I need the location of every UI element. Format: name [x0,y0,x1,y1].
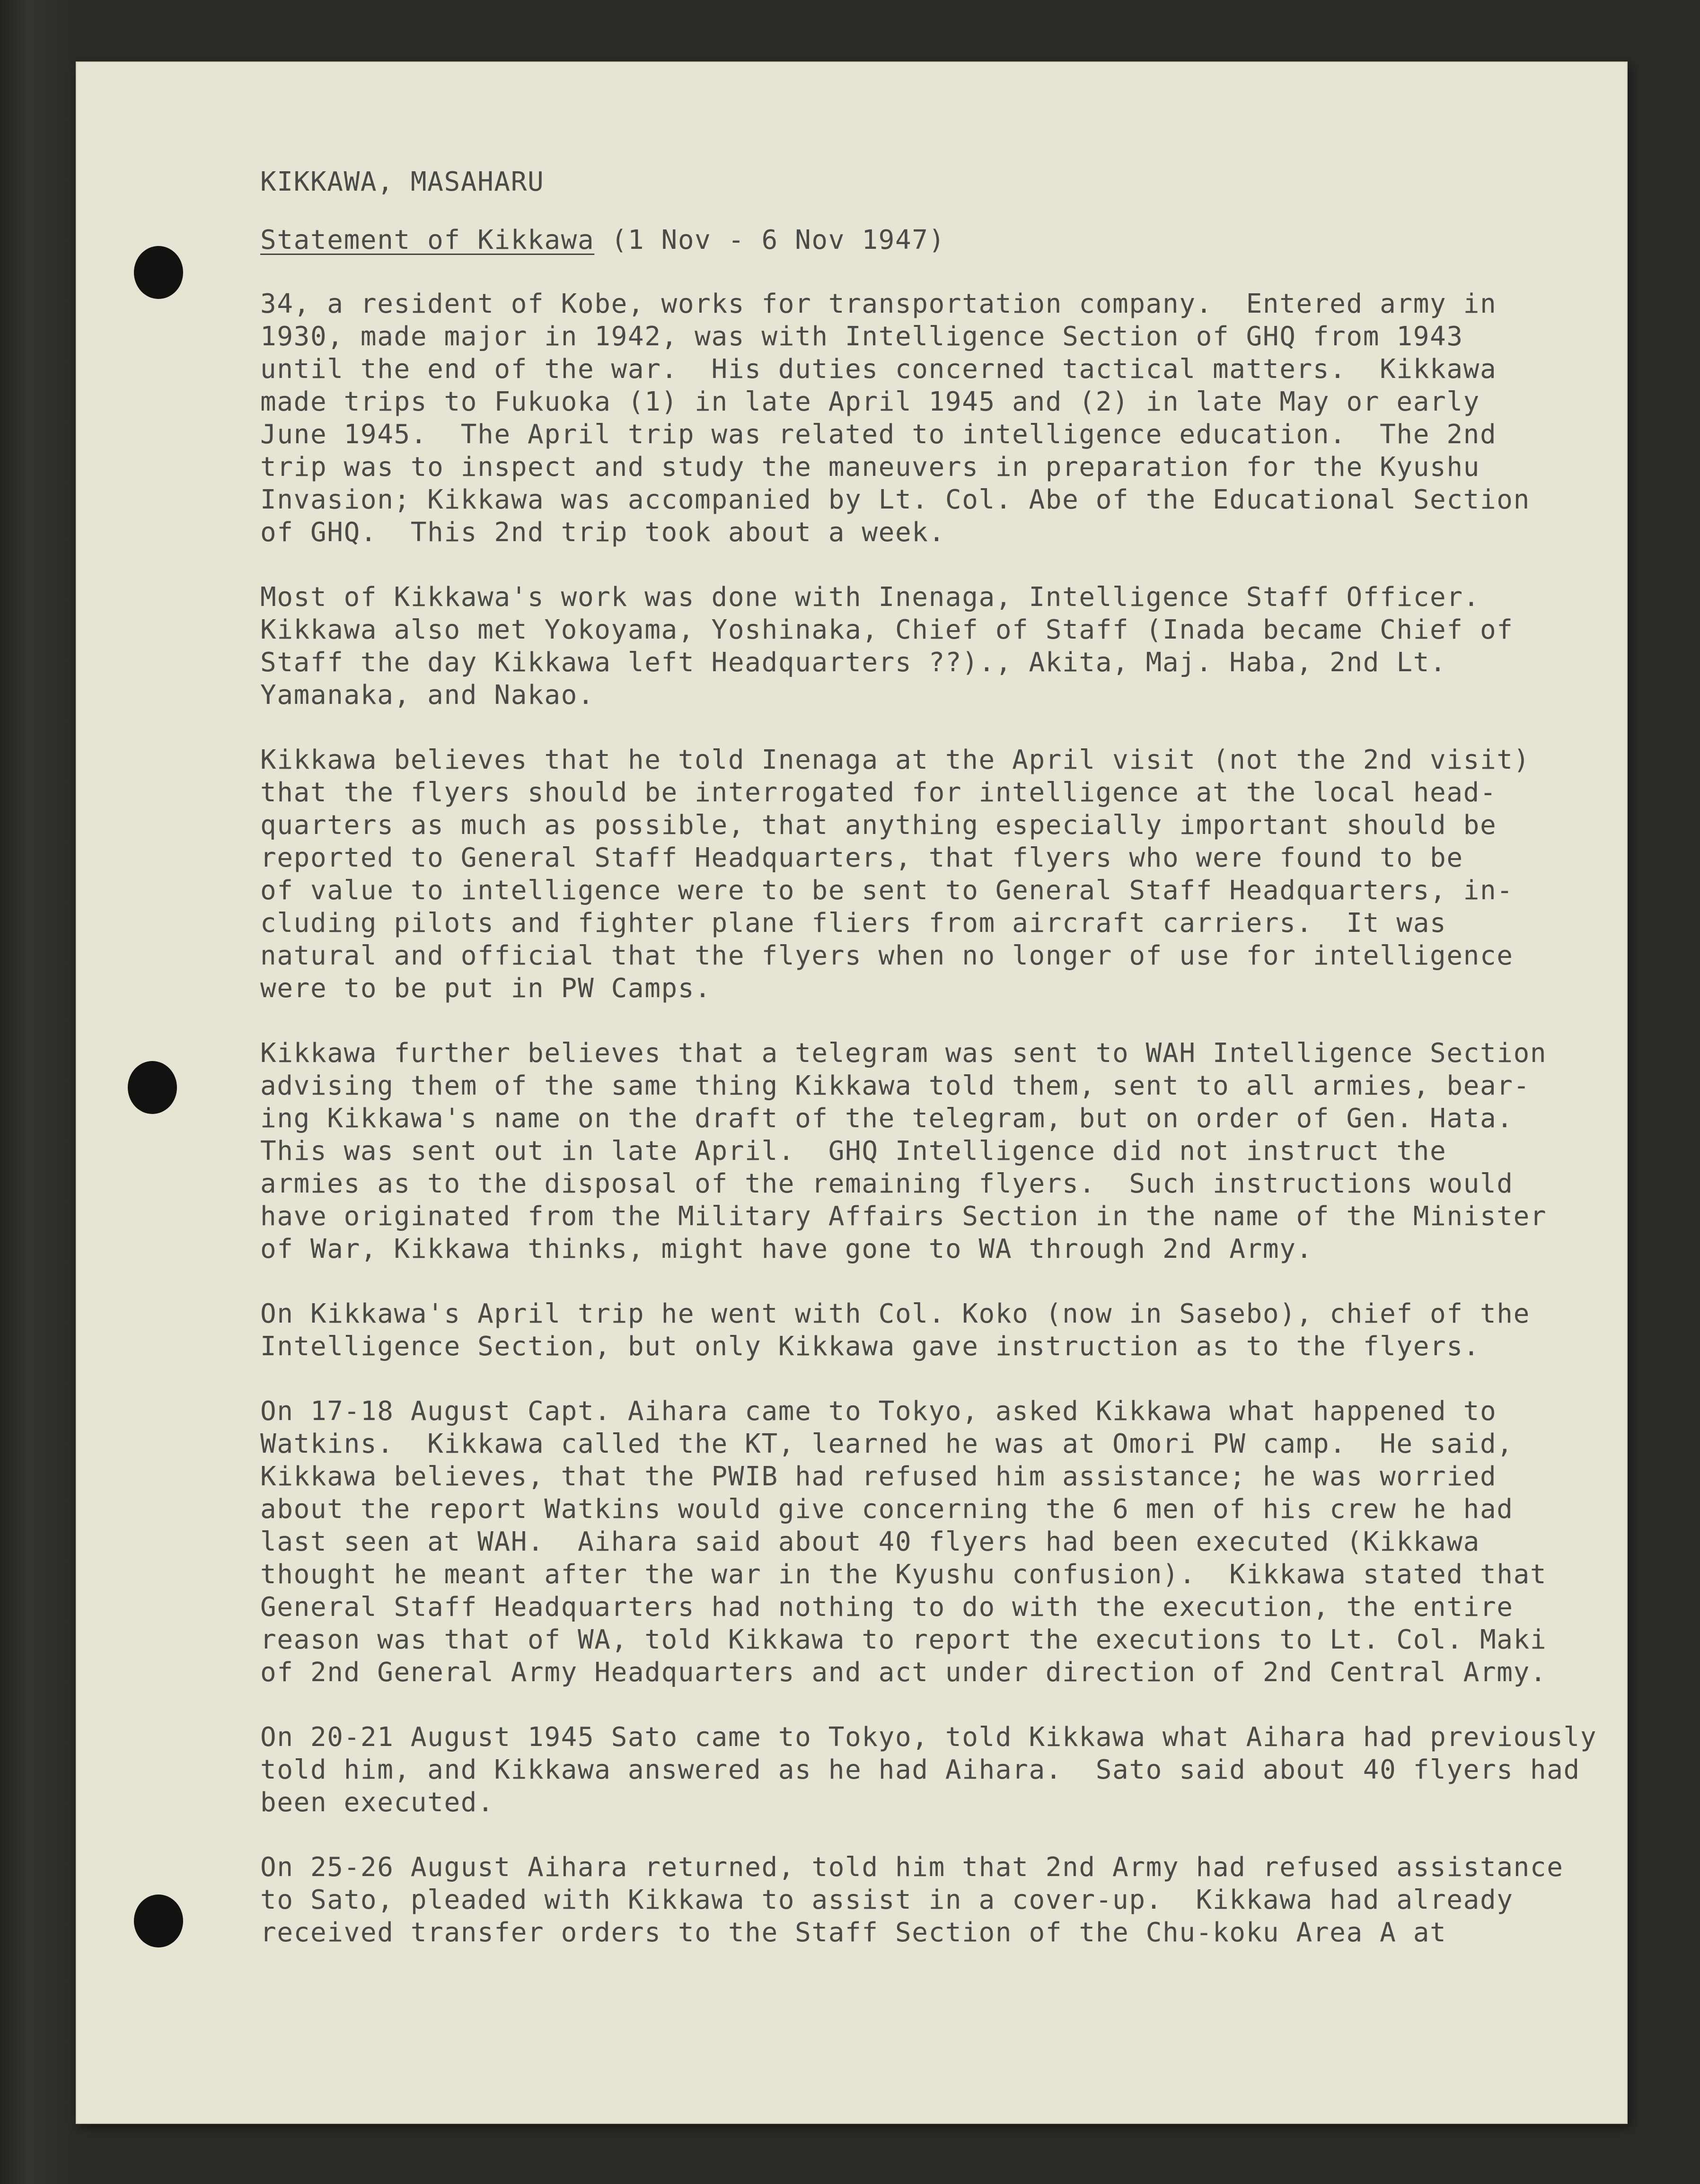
text-line: Kikkawa believes, that the PWIB had refused him assistance; he was worried [260,1461,1497,1492]
text-line: until the end of the war. His duties concerned tactical matters. Kikkawa [260,354,1497,385]
text-line: been executed. [260,1787,494,1818]
text-line: ing Kikkawa's name on the draft of the telegram, but on order of Gen. Hata. [260,1103,1514,1134]
text-line: told him, and Kikkawa answered as he had Aihara. Sato said about 40 flyers had [260,1754,1580,1785]
paragraph [260,581,1632,711]
document-body [260,166,1632,1981]
text-line: advising them of the same thing Kikkawa told them, sent to all armies, bear- [260,1070,1530,1101]
text-line: made trips to Fukuoka (1) in late April 1945 and (2) in late May or early [260,386,1480,417]
statement-title-line [260,224,1632,256]
text-line: Kikkawa further believes that a telegram was sent to WAH Intelligence Section [260,1038,1547,1069]
text-line: On Kikkawa's April trip he went with Col. Koko (now in Sasebo), chief of the [260,1298,1530,1329]
text-line: Kikkawa believes that he told Inenaga at the April visit (not the 2nd visit) [260,745,1530,775]
text-line: June 1945. The April trip was related to intelligence education. The 2nd [260,419,1497,450]
paragraph [260,1395,1632,1689]
text-line: 34, a resident of Kobe, works for transportation company. Entered army in [260,289,1497,319]
punch-hole-bottom [134,1895,183,1947]
paragraph [260,1298,1632,1363]
paragraph [260,744,1632,1005]
paragraph [260,1721,1632,1819]
typed-page [76,61,1628,2124]
text-line: armies as to the disposal of the remaining flyers. Such instructions would [260,1168,1514,1199]
document-heading: KIKKAWA, MASAHARU [260,167,545,197]
statement-dates: (1 Nov - 6 Nov 1947) [594,225,945,255]
punch-hole-top [134,246,183,299]
text-line: of 2nd General Army Headquarters and act under direction of 2nd Central Army. [260,1657,1547,1688]
text-line: of War, Kikkawa thinks, might have gone to WA through 2nd Army. [260,1234,1313,1264]
text-line: have originated from the Military Affairs Section in the name of the Minister [260,1201,1547,1232]
text-line: reason was that of WA, told Kikkawa to report the executions to Lt. Col. Maki [260,1624,1547,1655]
text-line: General Staff Headquarters had nothing to do with the execution, the entire [260,1592,1514,1623]
text-line: reported to General Staff Headquarters, that flyers who were found to be [260,842,1463,873]
text-line: Watkins. Kikkawa called the KT, learned he was at Omori PW camp. He said, [260,1429,1514,1459]
text-line: quarters as much as possible, that anything especially important should be [260,810,1497,841]
text-line: On 25-26 August Aihara returned, told him that 2nd Army had refused assistance [260,1852,1564,1883]
text-line: cluding pilots and fighter plane fliers from aircraft carriers. It was [260,908,1447,939]
text-line: Staff the day Kikkawa left Headquarters ??)., Akita, Maj. Haba, 2nd Lt. [260,647,1447,678]
text-line: Most of Kikkawa's work was done with Inenaga, Intelligence Staff Officer. [260,582,1480,613]
paragraph [260,1037,1632,1265]
text-line: of GHQ. This 2nd trip took about a week. [260,517,945,548]
text-line: thought he meant after the war in the Kyushu confusion). Kikkawa stated that [260,1559,1547,1590]
text-line: 1930, made major in 1942, was with Intelligence Section of GHQ from 1943 [260,321,1463,352]
text-line: Kikkawa also met Yokoyama, Yoshinaka, Chief of Staff (Inada became Chief of [260,614,1514,645]
text-line: Yamanaka, and Nakao. [260,680,595,710]
paragraph [260,288,1632,549]
paragraph [260,1851,1632,1949]
text-line: to Sato, pleaded with Kikkawa to assist in a cover-up. Kikkawa had already [260,1885,1514,1915]
text-line: This was sent out in late April. GHQ Intelligence did not instruct the [260,1136,1447,1167]
text-line: trip was to inspect and study the maneuvers in preparation for the Kyushu [260,452,1480,482]
text-line: Invasion; Kikkawa was accompanied by Lt. Col. Abe of the Educational Section [260,484,1530,515]
text-line: natural and official that the flyers when no longer of use for intelligence [260,940,1514,971]
text-line: about the report Watkins would give concerning the 6 men of his crew he had [260,1494,1514,1525]
text-line: Intelligence Section, but only Kikkawa gave instruction as to the flyers. [260,1331,1480,1362]
text-line: On 17-18 August Capt. Aihara came to Tokyo, asked Kikkawa what happened to [260,1396,1497,1427]
text-line: On 20-21 August 1945 Sato came to Tokyo, told Kikkawa what Aihara had previously [260,1722,1597,1753]
text-line: last seen at WAH. Aihara said about 40 flyers had been executed (Kikkawa [260,1526,1480,1557]
paragraph-list [260,288,1632,1949]
text-line: that the flyers should be interrogated for intelligence at the local head- [260,777,1497,808]
text-line: received transfer orders to the Staff Section of the Chu-koku Area A at [260,1917,1447,1948]
statement-title: Statement of Kikkawa [260,225,595,255]
punch-hole-middle [128,1061,177,1114]
text-line: were to be put in PW Camps. [260,973,712,1004]
text-line: of value to intelligence were to be sent to General Staff Headquarters, in- [260,875,1514,906]
